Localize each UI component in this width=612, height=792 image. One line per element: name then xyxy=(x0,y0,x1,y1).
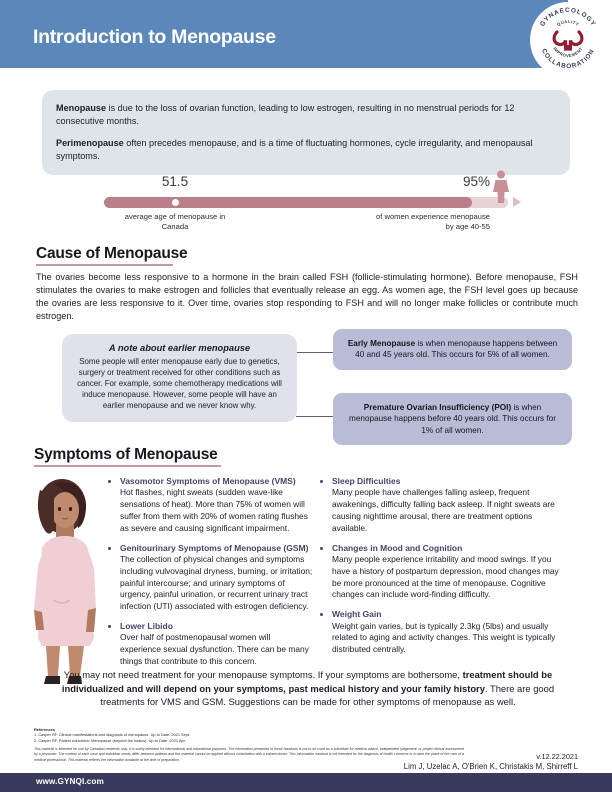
bullet-icon xyxy=(320,613,323,616)
stat-right-caption: of women experience menopause by age 40-55 xyxy=(376,212,490,231)
earlier-menopause-note xyxy=(62,334,297,422)
perimenopause-definition xyxy=(56,137,556,164)
woman-figure-icon xyxy=(491,170,511,204)
authors-list: Lim J, Uzelac A, O'Brien K, Christakis M, Shirreff L xyxy=(403,762,578,771)
perimenopause-definition-text: often precedes menopause, and is a time of fluctuating hormones, cycle irregularity, and menopausal symptoms. xyxy=(56,137,533,161)
menopause-term: Menopause xyxy=(56,103,107,113)
logo-inner-bottom: IMPROVEMENT xyxy=(552,46,584,59)
disclaimer-text: This material is intended for use by Canadian residents only. It is solely intended for informational and educational purposes. The information presented in these handouts is not to be used as a substitute for medical advice, independent judgement, or proper clinical assessment by a physician. The context of each case and individual needs differ between patients and this material cannot be applied without consultation with a trained doctor. This information handout is not intended for the diagnosis of health concerns or to take the place of the care of a medical professional. This material reflects the information available at the time of preparation. xyxy=(34,747,464,762)
symptom-title: Changes in Mood and Cognition xyxy=(332,542,463,553)
stat-fill xyxy=(104,197,472,208)
symptom-title: Lower Libido xyxy=(120,620,173,631)
bullet-icon xyxy=(108,547,111,550)
symptom-title: Vasomotor Symptoms of Menopause (VMS) xyxy=(120,476,296,486)
early-menopause-description: is when menopause happens between 40 and 45 years old. This occurs for 5% of all women. xyxy=(355,339,558,360)
symptom-body: Over half of postmenopausal women will experience sexual dysfunction. There can be many things that contribute to this concern. xyxy=(120,632,309,666)
note-title: A note about earlier menopause xyxy=(108,343,251,353)
uterus-icon xyxy=(530,2,606,78)
references-block xyxy=(34,727,374,743)
symptoms-right-column xyxy=(320,476,560,664)
connector-line-poi xyxy=(296,416,338,417)
bullet-icon xyxy=(320,480,323,483)
logo-outer-top: GYNAECOLOGY xyxy=(539,6,597,28)
symptom-vms xyxy=(108,476,313,535)
gynqi-logo xyxy=(530,2,606,78)
early-menopause-term: Early Menopause xyxy=(347,339,416,348)
conclusion-part2: . There are good treatments for VMS and GSM. Suggestions can be made for other symptoms of menopause as well. xyxy=(100,682,555,708)
symptom-body: Weight gain varies, but is typically 2.3kg (5lbs) and usually related to aging and activity changes. This weight is typically distributed centrally. xyxy=(332,620,556,655)
bullet-icon xyxy=(320,547,323,550)
symptoms-heading: Symptoms of Menopause xyxy=(34,446,218,463)
symptom-body: The collection of physical changes and symptoms including vulvovaginal dryness, burning, or irritation; painful intercourse; and urinary symptoms of urgency, painful urination, or recurrent urinary tract infection (UTI) associated with estrogen deficiency. xyxy=(120,554,313,612)
reference-item: 1. Casper RF. Clinical manifestations and diagnosis of menopause. Up to Date. 2021 Sept. xyxy=(34,732,191,737)
symptoms-left-column xyxy=(108,476,313,676)
poi-term: Premature Ovarian Insufficiency (POI) xyxy=(363,403,512,412)
cause-paragraph: The ovaries become less responsive to a hormone in the brain called FSH (follicle-stimulating hormone). Before menopause, FSH stimulates the ovaries to make estrogen and follicles that eventually release an egg. As women age, the FSH level goes up because the ovaries are less responsive to it. Over time, ovaries stop responding to FSH and will no longer make follicles or contribute much estrogen. xyxy=(36,272,578,321)
early-menopause-callout xyxy=(333,329,572,370)
early-menopause-text xyxy=(344,338,561,361)
symptoms-heading-rule xyxy=(34,465,221,467)
conclusion-emphasis: treatment should be individualized and will depend on your symptoms, past medical history and your family history xyxy=(61,669,553,694)
conclusion-part1: You may not need treatment for your menopause symptoms. If your symptoms are bothersome, xyxy=(63,669,463,680)
symptom-title: Weight Gain xyxy=(332,609,382,620)
reference-item: 2. Casper RF. Patient education: Menopause (beyond the basics). Up to Date. 2021 Apr. xyxy=(34,737,186,743)
stat-left-value: 51.5 xyxy=(161,174,189,189)
stat-left-caption: average age of menopause in Canada xyxy=(124,212,226,231)
menopause-definition xyxy=(56,102,556,129)
references-heading: References xyxy=(34,727,55,732)
logo-outer-bottom: COLLABORATION xyxy=(539,47,597,71)
symptom-body: Many people experience irritability and mood swings. If you have a history of postpartum depression, mood changes may be more pronounced at the time of menopause. Cognitive changes can include word-finding difficulty. xyxy=(332,554,559,600)
woman-illustration xyxy=(24,470,104,692)
poi-callout xyxy=(333,393,572,445)
stat-arrow-icon xyxy=(513,197,521,207)
symptom-gsm xyxy=(108,543,313,613)
symptom-body: Hot flashes, night sweats (sudden wave-like sensations of heat). More than 75% of women will suffer from them with 20% of women rating flushes as severe and causing significant impairment. xyxy=(120,487,308,533)
logo-inner-top: QUALITY xyxy=(555,18,581,28)
version-label: v.12.22.2021 xyxy=(536,752,578,761)
connector-line-early xyxy=(296,352,338,353)
footer-bar xyxy=(0,773,612,792)
symptom-title: Genitourinary Symptoms of Menopause (GSM) xyxy=(120,542,309,553)
statistics-bar xyxy=(0,174,612,244)
bullet-icon xyxy=(108,625,111,628)
menopause-definition-text: is due to the loss of ovarian function, leading to low estrogen, resulting in no menstrual periods for 12 consecutive months. xyxy=(56,103,515,127)
poi-description: is when menopause happens before 40 years old. This occurs for 1% of all women. xyxy=(349,403,556,435)
symptom-weight-gain xyxy=(320,609,560,656)
poi-text xyxy=(344,402,561,436)
symptom-sleep-difficulties xyxy=(320,476,560,535)
stat-right-value: 95% xyxy=(462,174,490,189)
website-url[interactable]: www.GYNQI.com xyxy=(36,777,104,786)
symptom-mood-cognition xyxy=(320,543,560,602)
perimenopause-term: Perimenopause xyxy=(56,137,124,148)
conclusion-paragraph xyxy=(58,668,558,709)
stat-marker-dot xyxy=(172,199,179,206)
symptom-lower-libido xyxy=(108,621,313,668)
symptom-body: Many people have challenges falling asleep, frequent awakenings, difficulty falling back asleep. If night sweats are causing nighttime arousal, there are treatment options available. xyxy=(332,487,555,533)
cause-heading-rule xyxy=(36,264,173,266)
definition-box xyxy=(42,90,570,175)
bullet-icon xyxy=(108,480,111,483)
note-body: Some people will enter menopause early due to genetics, surgery or treatment received for other conditions such as cancer. For example, some chemotherapy medications will induce menopause. However, some people will have an earlier menopause and we never know why. xyxy=(77,357,282,410)
stat-track xyxy=(104,197,508,208)
cause-heading: Cause of Menopause xyxy=(36,245,188,262)
page-title: Introduction to Menopause xyxy=(33,26,276,48)
symptom-title: Sleep Difficulties xyxy=(332,476,401,486)
